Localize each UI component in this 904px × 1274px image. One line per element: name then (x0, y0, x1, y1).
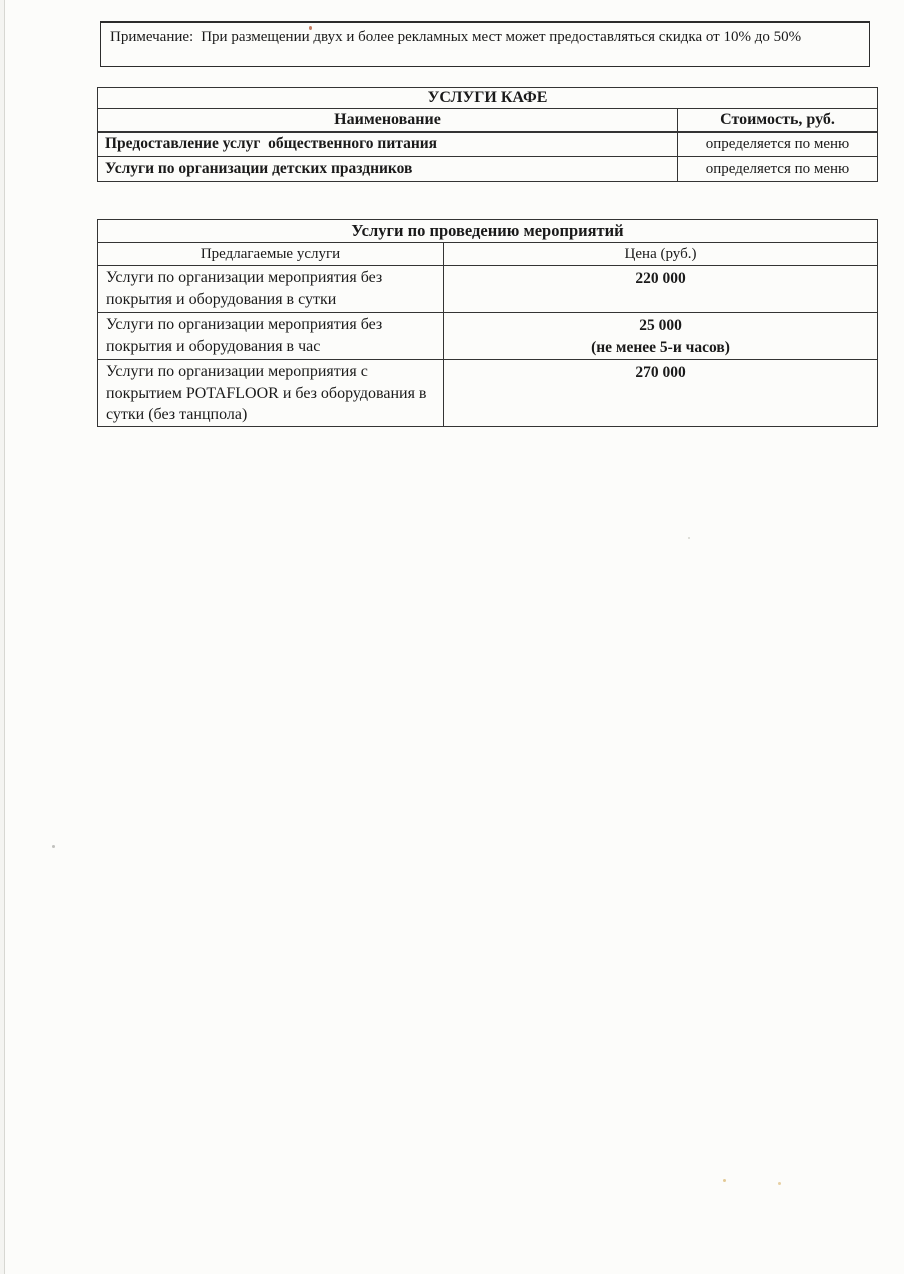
event-service-name: Услуги по организации мероприятия без покрытия и оборудования в час (98, 313, 444, 360)
event-service-name: Услуги по организации мероприятия без покрытия и оборудования в сутки (98, 266, 444, 313)
table-row (98, 313, 878, 360)
cafe-service-name: Предоставление услуг общественного питания (98, 132, 678, 157)
cafe-column-header-name: Наименование (98, 109, 678, 132)
events-table-title: Услуги по проведению мероприятий (98, 220, 878, 243)
note-box (100, 21, 870, 67)
cafe-service-name: Услуги по организации детских праздников (98, 157, 678, 182)
price-note: (не менее 5-и часов) (591, 338, 730, 356)
cafe-table-header-row (98, 109, 878, 132)
cafe-table-title-row (98, 88, 878, 109)
cafe-service-price: определяется по меню (678, 157, 878, 182)
events-table-title-row (98, 220, 878, 243)
scan-speck (778, 1182, 781, 1185)
table-row (98, 132, 878, 157)
cafe-table-title: УСЛУГИ КАФЕ (98, 88, 878, 109)
table-row (98, 157, 878, 182)
event-service-price (444, 266, 878, 313)
cafe-column-header-price: Стоимость, руб. (678, 109, 878, 132)
cafe-services-table (97, 87, 878, 182)
note-text: При размещении двух и более рекламных мест может предоставляться скидка от 10% до 50% (201, 29, 802, 45)
events-column-header-price: Цена (руб.) (444, 243, 878, 266)
events-services-table (97, 219, 878, 427)
cafe-service-price: определяется по меню (678, 132, 878, 157)
event-service-price (444, 313, 878, 360)
events-table-header-row (98, 243, 878, 266)
events-column-header-service: Предлагаемые услуги (98, 243, 444, 266)
scan-edge-line (4, 0, 5, 1274)
event-service-price (444, 360, 878, 427)
event-service-name: Услуги по организации мероприятия с покрытием POTAFLOOR и без оборудования в сутки (без танцпола) (98, 360, 444, 427)
table-row (98, 266, 878, 313)
scan-speck (723, 1179, 726, 1182)
table-row (98, 360, 878, 427)
note-label: Примечание: (110, 29, 194, 45)
price-value: 270 000 (635, 364, 686, 381)
scan-speck (688, 537, 690, 539)
scan-speck (52, 845, 55, 848)
price-value: 220 000 (635, 270, 686, 287)
price-value: 25 000 (639, 317, 682, 334)
